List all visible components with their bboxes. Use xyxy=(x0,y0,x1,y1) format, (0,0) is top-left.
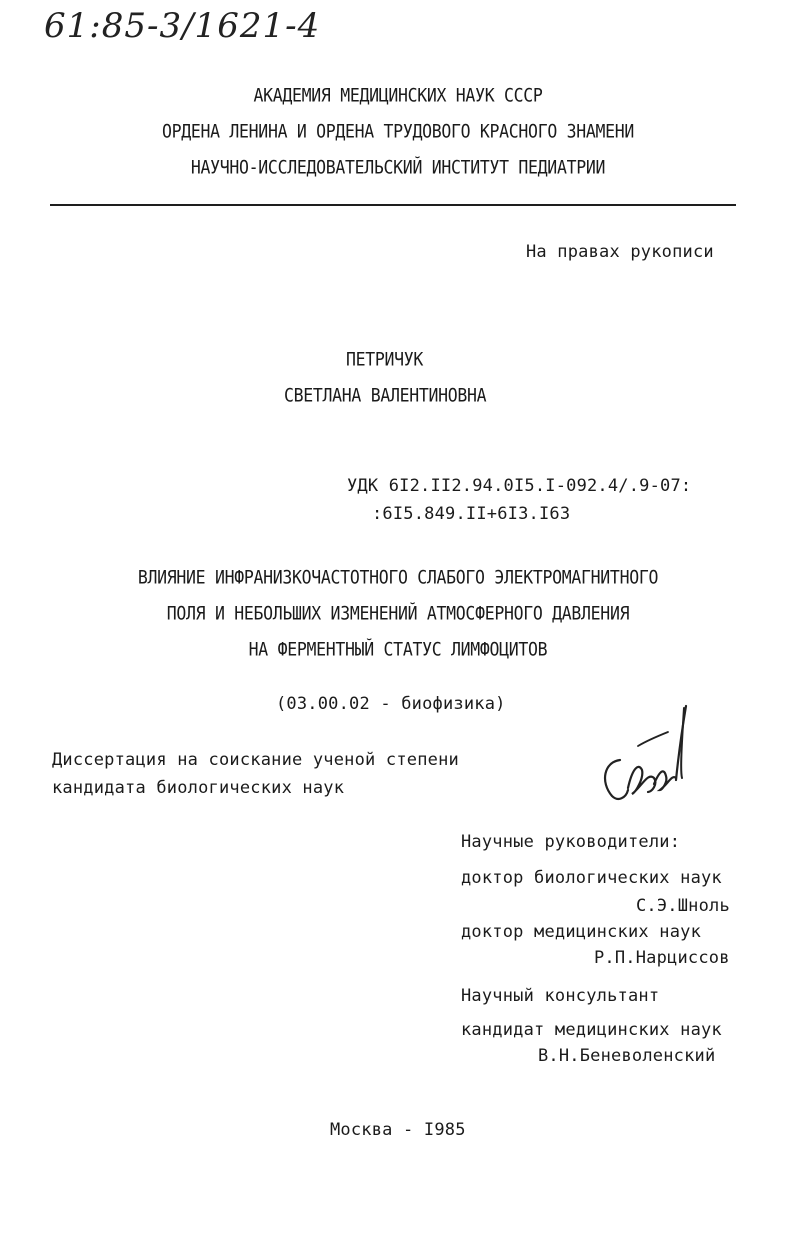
manuscript-note: На правах рукописи xyxy=(526,242,714,262)
title-line-1: ВЛИЯНИЕ ИНФРАНИЗКОЧАСТОТНОГО СЛАБОГО ЭЛЕКТРОМАГНИТНОГО xyxy=(137,566,659,589)
supervisor-2-title: доктор медицинских наук xyxy=(461,922,702,942)
udk-line-2: :6I5.849.II+6I3.I63 xyxy=(372,504,571,524)
archive-code-handwritten: 61:85-3/1621-4 xyxy=(44,6,321,46)
title-line-2: ПОЛЯ И НЕБОЛЬШИХ ИЗМЕНЕНИЙ АТМОСФЕРНОГО ДАВЛЕНИЯ xyxy=(166,602,630,625)
supervisor-1-name: С.Э.Шноль xyxy=(636,896,730,916)
specialty: (03.00.02 - биофизика) xyxy=(276,694,506,714)
degree-line-1: Диссертация на соискание ученой степени xyxy=(52,750,459,770)
supervisors-heading: Научные руководители: xyxy=(461,832,681,852)
consultant-name: В.Н.Беневоленский xyxy=(538,1046,716,1066)
author-surname: ПЕТРИЧУК xyxy=(346,348,424,371)
institution-line-3: НАУЧНО-ИССЛЕДОВАТЕЛЬСКИЙ ИНСТИТУТ ПЕДИАТРИИ xyxy=(190,156,606,179)
author-given-names: СВЕТЛАНА ВАЛЕНТИНОВНА xyxy=(284,384,487,407)
udk-line-1: УДК 6I2.II2.94.0I5.I-092.4/.9-07: xyxy=(347,476,692,496)
handwritten-signature xyxy=(598,700,708,810)
consultant-heading: Научный консультант xyxy=(461,986,660,1006)
consultant-title: кандидат медицинских наук xyxy=(461,1020,722,1040)
degree-line-2: кандидата биологических наук xyxy=(52,778,345,798)
supervisor-1-title: доктор биологических наук xyxy=(461,868,722,888)
city-year: Москва - I985 xyxy=(330,1120,466,1140)
institution-line-1: АКАДЕМИЯ МЕДИЦИНСКИХ НАУК СССР xyxy=(253,84,543,107)
supervisor-2-name: Р.П.Нарциссов xyxy=(594,948,730,968)
institution-line-2: ОРДЕНА ЛЕНИНА И ОРДЕНА ТРУДОВОГО КРАСНОГО ЗНАМЕНИ xyxy=(161,120,635,143)
header-divider xyxy=(50,204,736,206)
title-line-3: НА ФЕРМЕНТНЫЙ СТАТУС ЛИМФОЦИТОВ xyxy=(248,638,548,661)
